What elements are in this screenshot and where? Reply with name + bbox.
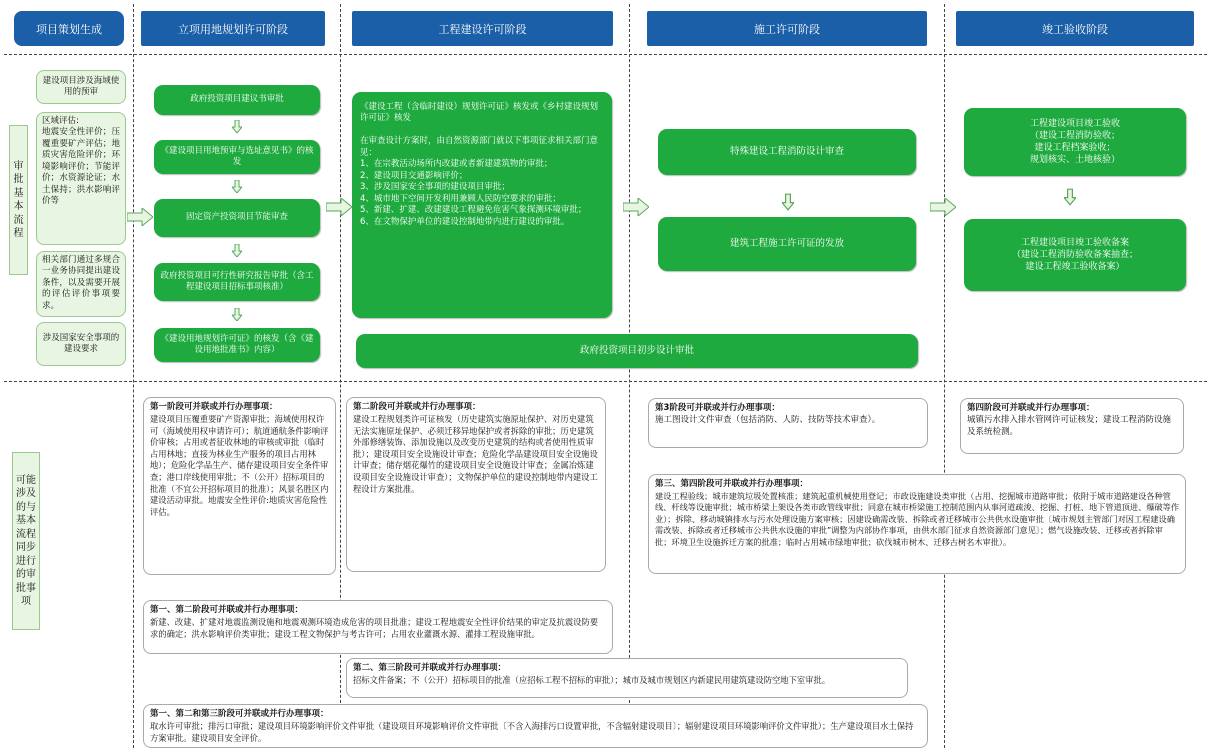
- stage1-feasibility-approval: 政府投资项目可行性研究报告审批（含工程建设项目招标事项核准）: [154, 263, 320, 301]
- note-title: 第四阶段可并联或并行办理事项：: [967, 403, 1095, 413]
- down-arrow-icon: [1064, 187, 1076, 207]
- note-title: 第三、第四阶段可并联或并行办理事项：: [655, 479, 809, 489]
- dept-coordination-box: 相关部门通过多规合一业务协同提出建设条件，以及需要开展的评估评价事项要求。: [36, 251, 126, 317]
- header-stage4: 竣工验收阶段: [956, 11, 1194, 46]
- note-stage1-parallel: [143, 397, 336, 575]
- down-arrow-icon: [782, 192, 794, 212]
- row-divider: [4, 381, 1207, 382]
- header-project-planning: 项目策划生成: [14, 11, 124, 46]
- note-stage2-parallel: [346, 397, 606, 572]
- stage3-fire-design-review: 特殊建设工程消防设计审查: [658, 129, 916, 175]
- stage1-land-planning-permit: 《建设用地规划许可证》的核发（含《建设用地批准书》内容）: [154, 328, 320, 362]
- note-title: 第二、第三阶段可并联或并行办理事项：: [353, 663, 507, 673]
- header-stage3: 施工许可阶段: [647, 11, 927, 46]
- row-divider: [4, 54, 1207, 55]
- header-stage1: 立项用地规划许可阶段: [141, 11, 325, 46]
- stage1-proposal-approval: 政府投资项目建议书审批: [154, 85, 320, 115]
- note-body: 建设工程规划类许可证核发（历史建筑实施原址保护、对历史建筑无法实施原址保护、必须迁移异地保护或者拆除的审批；历史建筑外部修缮装饰、添加设施以及改变历史建筑的结构或者使用性质审批）；建设项目安全设施设计审查；危险化学品建设项目安全设施设计审查；储存烟花爆竹的建设项目安全设施设计审查；金属冶炼建设项目安全设施设计审查）；文物保护单位的建设控制地带内建设工程设计方案批准。: [353, 413, 598, 494]
- stage2-planning-permit: 《建设工程（含临时建设）规划许可证》核发或《乡村建设规划许可证》核发 在审查设计方案时，由自然资源部门就以下事项征求相关部门意见： 1、在宗教活动场所内改建或者新建建筑物的审批； 2、建设项目交通影响评价； 3、涉及国家安全事项的建设项目审批； 4、城市地下空间开发利用兼顾人民防空要求的审批； 5、新建、扩建、改建建设工程避免危害气象探测环境审批； 6、在文物保护单位的建设控制地带内进行建设的审批。: [352, 92, 612, 318]
- stage4-completion-acceptance: 工程建设项目竣工验收 （建设工程消防验收； 建设工程档案验收； 规划核实、土地核验）: [964, 108, 1186, 176]
- stage1-energy-review: 固定资产投资项目节能审查: [154, 199, 320, 237]
- national-security-box: 涉及国家安全事项的建设要求: [36, 322, 126, 366]
- column-divider: [133, 4, 134, 748]
- note-stage123-parallel: [143, 704, 928, 748]
- note-body: 施工图设计文件审查（包括消防、人防、技防等技术审查）。: [655, 414, 881, 425]
- note-body: 招标文件备案；不（公开）招标项目的批准（应招标工程不招标的审批）；城市及城市规划区内新建民用建筑建设防空地下室审批。: [353, 674, 831, 685]
- stage1-site-selection: 《建设项目用地预审与选址意见书》的核发: [154, 140, 320, 174]
- header-stage2: 工程建设许可阶段: [352, 11, 613, 46]
- stage2-preliminary-design-approval: 政府投资项目初步设计审批: [356, 334, 918, 368]
- side-label-parallel-items: 可能涉及的与基本流程同步进行的审批事项: [12, 452, 40, 630]
- right-arrow-icon: [127, 208, 153, 226]
- column-divider: [629, 4, 630, 748]
- note-title: 第一阶段可并联或并行办理事项：: [150, 402, 278, 412]
- right-arrow-icon: [930, 198, 956, 216]
- note-stage3-parallel: [648, 398, 928, 448]
- column-divider: [944, 4, 945, 748]
- note-body: 取水许可审批；排污口审批；建设项目环境影响评价文件审批（建设项目环境影响评价文件审批〔不含入海排污口设置审批，不含辐射建设项目〕；辐射建设项目环境影响评价文件审批）；生产建设项目水土保持方案审批。建设项目安全评价。: [150, 720, 914, 743]
- note-body: 建设项目压覆重要矿产资源审批；海域使用权许可（海域使用权申请许可）；航道通航条件影响评价审核；占用或者征收林地的审核或审批（临时占用林地；直接为林业生产服务的项目占用林地）；危险化学品生产、储存建设项目安全条件审查；港口岸线使用审批；不（公开）招标项目的批准（不宜公开招标项目的批准）；风景名胜区内建设活动审批。地震安全性评价:地质灾害危险性评估。: [150, 413, 329, 517]
- note-body: 城镇污水排入排水管网许可证核发；建设工程消防设施及系统检测。: [967, 414, 1172, 437]
- down-arrow-icon: [232, 308, 242, 321]
- down-arrow-icon: [232, 244, 242, 257]
- side-label-basic-flow: 审批基本流程: [9, 125, 28, 275]
- note-title: 第一、第二阶段可并联或并行办理事项：: [150, 605, 304, 615]
- note-title: 第一、第二和第三阶段可并联或并行办理事项：: [150, 709, 329, 719]
- sea-use-preview-box: 建设项目涉及海域使用的预审: [36, 70, 126, 104]
- note-title: 第二阶段可并联或并行办理事项：: [353, 402, 481, 412]
- down-arrow-icon: [232, 120, 242, 133]
- down-arrow-icon: [232, 180, 242, 193]
- note-body: 新建、改建、扩建对地震监测设施和地震观测环境造成危害的项目批准；建设工程地震安全性评价结果的审定及抗震设防要求的确定；洪水影响评价类审批；建设工程文物保护与考古许可；占用农业灌溉水源、灌排工程设施审批。: [150, 616, 599, 639]
- right-arrow-icon: [623, 198, 649, 216]
- stage3-construction-permit: 建筑工程施工许可证的发放: [658, 217, 916, 271]
- note-stage4-parallel: [960, 398, 1184, 454]
- note-stage12-parallel: [143, 600, 613, 654]
- note-stage34-parallel: [648, 474, 1186, 574]
- right-arrow-icon: [326, 198, 352, 216]
- note-title: 第3阶段可并联或并行办理事项：: [655, 403, 780, 413]
- note-stage23-parallel: [346, 658, 908, 698]
- stage4-completion-filing: 工程建设项目竣工验收备案 （建设工程消防验收备案抽查； 建设工程竣工验收备案）: [964, 219, 1186, 291]
- regional-evaluation-box: 区域评估: 地震安全性评价；压覆重要矿产评估；地质灾害危险评价；环境影响评价；节能评价；水资源论证；水土保持；洪水影响评价等: [36, 112, 126, 245]
- note-body: 建设工程验线；城市建筑垃圾处置核准；建筑起重机械使用登记；市政设施建设类审批（占用、挖掘城市道路审批；依附于城市道路建设各种管线、杆线等设施审批；城市桥梁上架设各类市政管线审批；同意在城市桥梁施工控制范围内从事河道疏浚、挖掘、打桩、地下管道顶进、爆破等作业）；拆除、移动城镇排水与污水处理设施方案审核；因建设确需改装、拆除或者迁移城市公共供水设施审批〔城市规划主管部门对因工程建设确需改装、拆除或者迁移城市公共供水设施的审批”调整为内部协作事项，由供水部门征求自然资源部门意见〕；燃气设施改装、迁移或者拆除审批；环境卫生设施拆迁方案的批准；临时占用城市绿地审批；砍伐城市树木、迁移古树名木审批）。: [655, 490, 1180, 547]
